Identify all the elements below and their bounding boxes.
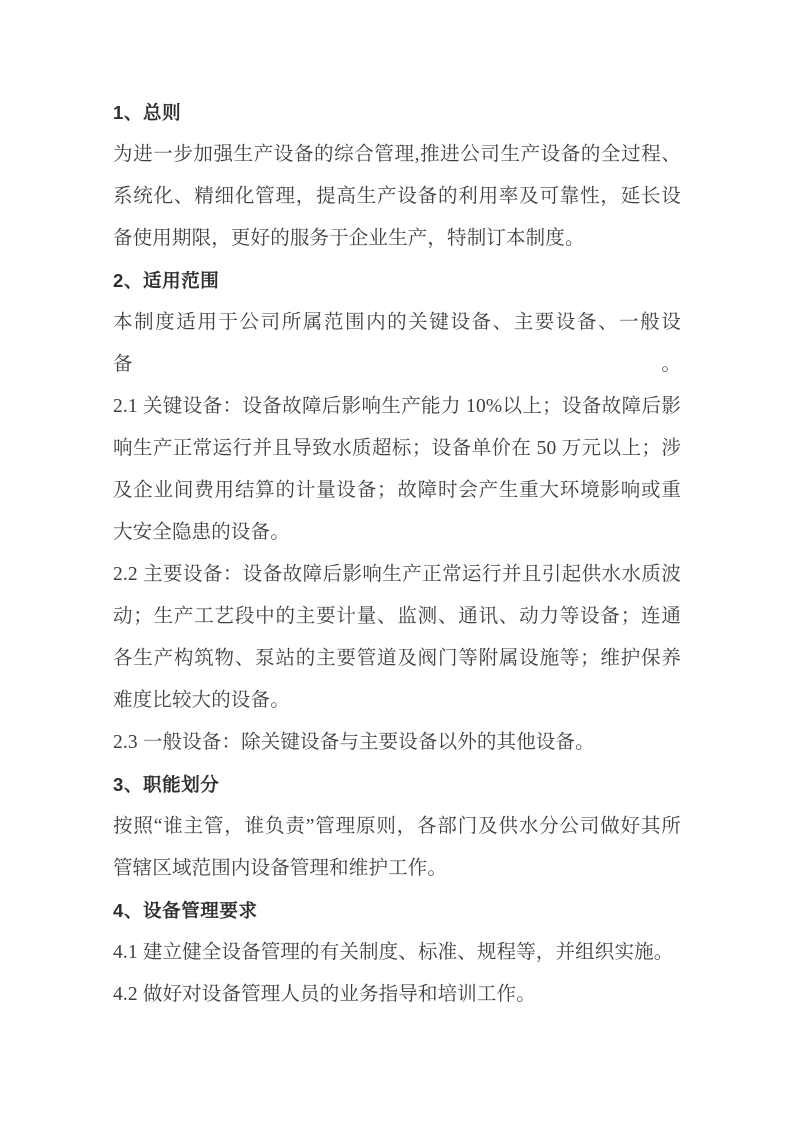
section-4 [113, 890, 681, 1016]
text-line: 备使用期限，更好的服务于企业生产，特制订本制度。 [113, 228, 585, 249]
section-1 [113, 92, 681, 260]
text-line: 动；生产工艺段中的主要计量、监测、通讯、动力等设备；连通 [113, 606, 681, 627]
text-line: 响生产正常运行并且导致水质超标；设备单价在 50 万元以上；涉 [113, 438, 681, 459]
text-line: 本制度适用于公司所属范围内的关键设备、主要设备、一般设备。 [113, 312, 681, 375]
section-3-body [113, 806, 681, 890]
text-line: 2.3 一般设备：除关键设备与主要设备以外的其他设备。 [113, 732, 595, 753]
text-line: 难度比较大的设备。 [113, 690, 290, 711]
section-4-body [113, 932, 681, 1016]
section-2 [113, 260, 681, 764]
section-4-heading: 4、设备管理要求 [113, 900, 258, 921]
text-line: 各生产构筑物、泵站的主要管道及阀门等附属设施等；维护保养 [113, 648, 681, 669]
section-2-heading: 2、适用范围 [113, 270, 220, 291]
text-line: 管辖区域范围内设备管理和维护工作。 [113, 858, 448, 879]
text-line: 为进一步加强生产设备的综合管理,推进公司生产设备的全过程、 [113, 144, 681, 165]
text-line: 大安全隐患的设备。 [113, 522, 290, 543]
text-line: 2.2 主要设备：设备故障后影响生产正常运行并且引起供水水质波 [113, 564, 681, 585]
text-line: 系统化、精细化管理，提高生产设备的利用率及可靠性，延长设 [113, 186, 681, 207]
document-body [113, 92, 681, 1016]
text-line: 4.2 做好对设备管理人员的业务指导和培训工作。 [113, 984, 536, 1005]
text-line: 按照“谁主管，谁负责”管理原则，各部门及供水分公司做好其所 [113, 816, 681, 837]
section-3 [113, 764, 681, 890]
section-3-heading: 3、职能划分 [113, 774, 220, 795]
section-1-heading: 1、总则 [113, 102, 182, 123]
section-2-body [113, 302, 681, 764]
text-line: 4.1 建立健全设备管理的有关制度、标准、规程等，并组织实施。 [113, 942, 674, 963]
section-1-body [113, 134, 681, 260]
text-line: 2.1 关键设备：设备故障后影响生产能力 10%以上；设备故障后影 [113, 396, 681, 417]
text-line: 及企业间费用结算的计量设备；故障时会产生重大环境影响或重 [113, 480, 681, 501]
